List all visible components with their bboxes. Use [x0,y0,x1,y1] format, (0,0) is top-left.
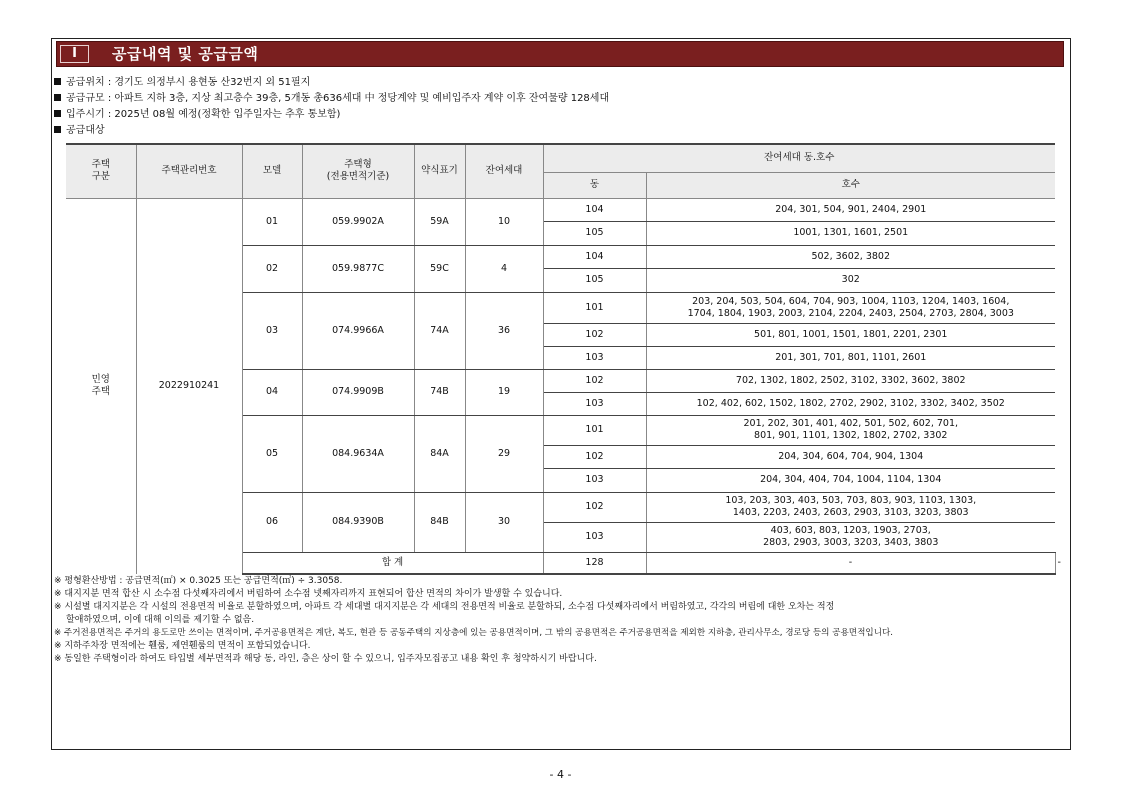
model-cell: 04 [242,369,302,415]
section-number: I [60,45,89,63]
header-mgmt-no: 주택관리번호 [136,144,242,198]
house-type-cell: 084.9390B [302,492,414,552]
ho-cell: 201, 202, 301, 401, 402, 501, 502, 602, 701, 801, 901, 1101, 1302, 1802, 2702, 3302 [646,415,1055,445]
header-remaining-units: 잔여세대 동.호수 [543,144,1055,172]
note-exclusive-area: ※ 주거전용면적은 주거의 용도로만 쓰이는 면적이며, 주거공용면적은 계단, 복도, 현관 등 공동주택의 지상층에 있는 공용면적이며, 그 밖의 공용면적은 주거공용면적을 제외한 지하층, 관리사무소, 경로당 등의 공용면적입니다. [54,628,894,638]
count-cell: 29 [465,415,543,492]
dong-cell: 101 [543,415,646,445]
note-conversion: ※ 평형환산방법 : 공급면적(㎡) × 0.3025 또는 공급면적(㎡) ÷ 3.3058. [54,576,343,586]
dong-cell: 104 [543,198,646,221]
notes [54,575,1066,666]
ho-cell: 501, 801, 1001, 1501, 1801, 2201, 2301 [646,323,1055,346]
total-label: 합 계 [242,552,543,574]
page-number: - 4 - [549,768,572,781]
info-location: 공급위치 : 경기도 의정부시 용현동 산32번지 외 51필지 [54,76,310,89]
dong-cell: 102 [543,323,646,346]
short-cell: 59C [414,245,465,292]
model-cell: 06 [242,492,302,552]
dong-cell: 105 [543,268,646,292]
house-type-cell: 074.9909B [302,369,414,415]
info-movein: 입주시기 : 2025년 08월 예정(정확한 입주일자는 추후 통보함) [54,108,340,121]
section-header [56,41,1064,67]
dong-cell: 102 [543,492,646,522]
mgmt-no-cell: 2022910241 [136,198,242,574]
note-land-share-sum: ※ 대지지분 면적 합산 시 소수점 다섯째자리에서 버림하여 소수점 넷째자리까지 표현되어 합산 면적의 차이가 발생할 수 있습니다. [54,589,563,599]
ho-cell: 702, 1302, 1802, 2502, 3102, 3302, 3602, 3802 [646,369,1055,392]
ho-cell: 103, 203, 303, 403, 503, 703, 803, 903, 1103, 1303, 1403, 2203, 2403, 2603, 2903, 3103, 3203, 3803 [646,492,1055,522]
ho-cell: 403, 603, 803, 1203, 1903, 2703, 2803, 2903, 3003, 3203, 3403, 3803 [646,522,1055,552]
header-house-type: 주택형 (전용면적기준) [302,144,414,198]
info-scale: 공급규모 : 아파트 지하 3층, 지상 최고층수 39층, 5개동 총636세대 中 정당계약 및 예비입주자 계약 이후 잔여물량 128세대 [54,92,609,105]
ho-cell: 502, 3602, 3802 [646,245,1055,268]
dong-cell: 103 [543,522,646,552]
model-cell: 05 [242,415,302,492]
dong-cell: 103 [543,392,646,415]
header-short: 약식표기 [414,144,465,198]
dong-cell: 103 [543,468,646,492]
dong-cell: 104 [543,245,646,268]
header-dong: 동 [543,172,646,198]
note-parking: ※ 지하주차장 면적에는 휀룸, 제연휀룸의 면적이 포함되었습니다. [54,641,311,651]
house-type-cell: 074.9966A [302,292,414,369]
total-dong: - [646,552,1055,574]
model-cell: 01 [242,198,302,245]
section-title: 공급내역 및 공급금액 [112,45,259,63]
ho-cell: 102, 402, 602, 1502, 1802, 2702, 2902, 3102, 3302, 3402, 3502 [646,392,1055,415]
dong-cell: 105 [543,221,646,245]
total-row: 합 계 128 - - [66,552,1055,574]
count-cell: 10 [465,198,543,245]
short-cell: 74A [414,292,465,369]
bullet-square-icon [54,78,61,85]
total-count: 128 [543,552,646,574]
note-type-difference: ※ 동일한 주택형이라 하여도 타입별 세부면적과 해당 동, 라인, 층은 상이 할 수 있으니, 입주자모집공고 내용 확인 후 청약하시기 바랍니다. [54,654,597,664]
short-cell: 84B [414,492,465,552]
housing-type-cell: 민영 주택 [66,198,136,574]
count-cell: 30 [465,492,543,552]
count-cell: 4 [465,245,543,292]
house-type-cell: 059.9877C [302,245,414,292]
short-cell: 84A [414,415,465,492]
supply-table [66,143,1061,575]
model-cell: 03 [242,292,302,369]
dong-cell: 103 [543,346,646,369]
count-cell: 36 [465,292,543,369]
header-model: 모델 [242,144,302,198]
bullet-square-icon [54,126,61,133]
model-cell: 02 [242,245,302,292]
house-type-cell: 059.9902A [302,198,414,245]
count-cell: 19 [465,369,543,415]
bullet-square-icon [54,110,61,117]
dong-cell: 101 [543,292,646,323]
ho-cell: 203, 204, 503, 504, 604, 704, 903, 1004, 1103, 1204, 1403, 1604, 1704, 1804, 1903, 2003, 2104, 2204, 2403, 2504, 2703, 2804, 3003 [646,292,1055,323]
header-housing-type: 주택 구분 [66,144,136,198]
ho-cell: 1001, 1301, 1601, 2501 [646,221,1055,245]
header-remaining: 잔여세대 [465,144,543,198]
header-ho: 호수 [646,172,1055,198]
ho-cell: 201, 301, 701, 801, 1101, 2601 [646,346,1055,369]
dong-cell: 102 [543,369,646,392]
bullet-square-icon [54,94,61,101]
dong-cell: 102 [543,445,646,468]
house-type-cell: 084.9634A [302,415,414,492]
table-row [66,198,1055,221]
note-land-share-split-cont: 할애하였으며, 이에 대해 이의를 제기할 수 없음. [66,615,255,625]
short-cell: 74B [414,369,465,415]
info-target: 공급대상 [54,124,105,137]
ho-cell: 204, 304, 604, 704, 904, 1304 [646,445,1055,468]
ho-cell: 204, 301, 504, 901, 2404, 2901 [646,198,1055,221]
ho-cell: 204, 304, 404, 704, 1004, 1104, 1304 [646,468,1055,492]
note-land-share-split: ※ 시설별 대지지분은 각 시설의 전용면적 비율로 분할하였으며, 아파트 각 세대별 대지지분은 각 세대의 전용면적 비율로 분할하되, 소수점 다섯째자리에서 버림하였고, 각각의 버림에 대한 오차는 적정 [54,602,835,612]
ho-cell: 302 [646,268,1055,292]
short-cell: 59A [414,198,465,245]
